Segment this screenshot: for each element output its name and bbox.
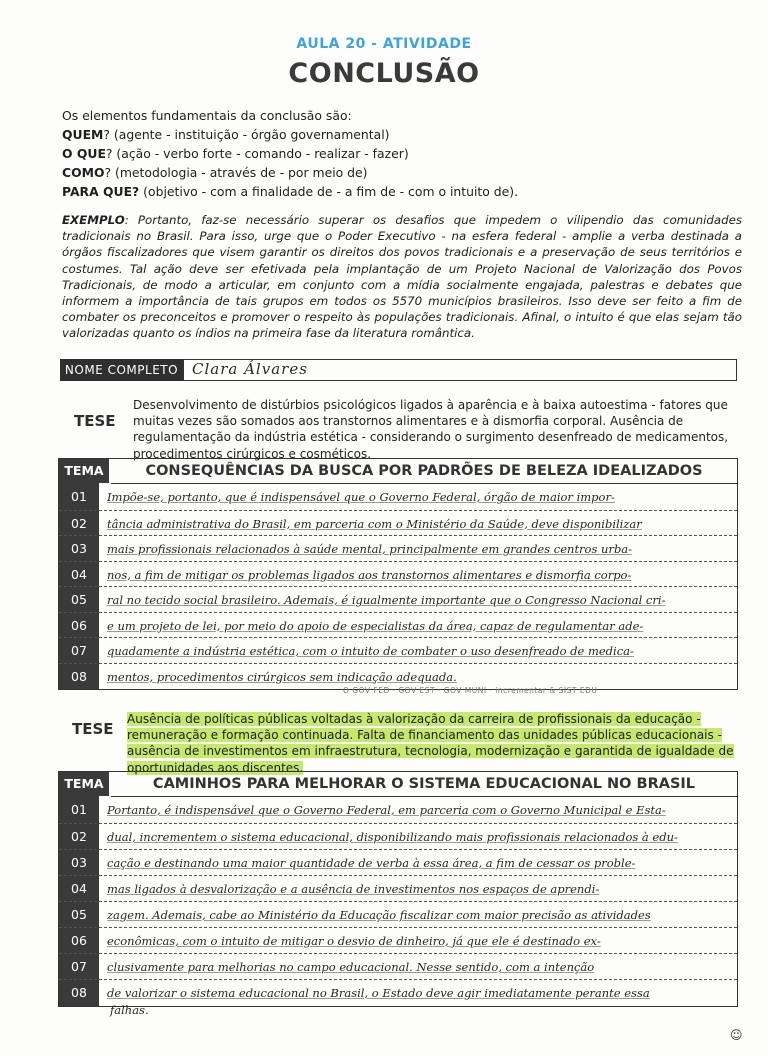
row-number: 08 [71, 985, 87, 1000]
name-label: NOME COMPLETO [60, 359, 183, 381]
table-row[interactable] [59, 823, 737, 850]
tema-title: CAMINHOS PARA MELHORAR O SISTEMA EDUCACIONAL NO BRASIL [111, 772, 737, 797]
row-number: 05 [71, 592, 87, 607]
tese-text [127, 711, 747, 776]
smiley-icon: ☺ [730, 1028, 743, 1042]
tema-title: CONSEQUÊNCIAS DA BUSCA POR PADRÕES DE BELEZA IDEALIZADOS [111, 459, 737, 484]
elements-intro: Os elementos fundamentais da conclusão são: [62, 108, 352, 123]
example-text: : Portanto, faz-se necessário superar os desafios que impedem o vilipendio das comunidades tradicionais no Brasil. Para isso, urge que o Poder Executivo - na esfera federal - amplie a verba destinada a órgãos fiscalizadores que visem garantir os direitos dos povos tradicionais e a preservação de seus territórios e costumes. Tal ação deve ser efetivada pela implantação de um Projeto Nacional de Valorização dos Povos Tradicionais, de modo a articular, em conjunto com a mídia socialmente engajada, palestras e debates que informem a importância de tais grupos em todos os 5570 municípios brasileiros. Isso deve ser feito a fim de combater os preconceitos e promover o respeito às populações tradicionais. Afinal, o intuito é que elas sejam tão valorizadas quanto os índios na primeira fase da literatura romântica. [62, 213, 742, 341]
table-row[interactable] [59, 979, 737, 1006]
table-row[interactable] [59, 612, 737, 639]
essay-overflow-line: falhas. [110, 1003, 149, 1017]
table-row[interactable] [59, 561, 737, 588]
row-text: quadamente a indústria estética, com o intuito de combater o uso desenfreado de medica- [107, 644, 634, 658]
row-text: econômicas, com o intuito de mitigar o desvio de dinheiro, já que ele é destinado ex- [107, 934, 601, 948]
table-row[interactable] [59, 535, 737, 562]
row-text: dual, incrementem o sistema educacional, disponibilizando mais profissionais relacionados à edu- [107, 830, 678, 844]
table-row[interactable] [59, 927, 737, 954]
table-row[interactable] [59, 901, 737, 928]
row-text: ral no tecido social brasileiro. Ademais, é igualmente importante que o Congresso Nacional cri- [107, 593, 666, 607]
table-row[interactable] [59, 510, 737, 537]
tema-label: TEMA [59, 772, 109, 796]
row-number: 06 [71, 617, 87, 633]
tese-label: TESE [72, 720, 114, 738]
example-paragraph [62, 212, 742, 342]
row-text: mas ligados à desvalorização e a ausência de investimentos nos espaços de aprendi- [107, 882, 600, 896]
tema-rows [59, 484, 737, 689]
row-number: 01 [71, 802, 87, 817]
tema-label: TEMA [59, 459, 109, 483]
row-text: zagem. Ademais, cabe ao Ministério da Educação fiscalizar com maior precisão as atividades [107, 908, 651, 922]
row-text: mais profissionais relacionados à saúde mental, principalmente em grandes centros urba- [107, 542, 633, 556]
row-number: 05 [71, 907, 87, 922]
row-number: 04 [71, 881, 87, 896]
name-value: Clara Álvares [192, 360, 308, 378]
tema-rows [59, 797, 737, 1006]
element-item: O QUE? (ação - verbo forte - comando - realizar - fazer) [62, 146, 409, 161]
row-number: 02 [71, 515, 87, 531]
table-row[interactable] [59, 797, 737, 823]
row-number: 01 [71, 489, 87, 504]
margin-annotation: O GOV FED · GOV EST · GOV MUNI · incrementar & SIST EDU [343, 686, 598, 695]
tema-block [58, 771, 738, 1007]
row-text: clusivamente para melhorias no campo educacional. Nesse sentido, com a intenção [107, 960, 595, 974]
table-row[interactable] [59, 484, 737, 510]
row-text: Impõe-se, portanto, que é indispensável que o Governo Federal, órgão de maior impor- [107, 490, 615, 504]
row-number: 03 [71, 541, 87, 556]
row-text: Portanto, é indispensável que o Governo Federal, em parceria com o Governo Municipal e Esta- [107, 803, 666, 817]
row-number: 07 [71, 643, 87, 658]
row-text: cação e destinando uma maior quantidade de verba à essa área, a fim de cessar os proble- [107, 856, 636, 870]
table-row[interactable] [59, 953, 737, 980]
example-label: EXEMPLO [62, 213, 125, 227]
tese-label: TESE [74, 412, 116, 430]
element-item: QUEM? (agente - instituição - órgão governamental) [62, 127, 390, 142]
row-number: 03 [71, 855, 87, 870]
row-number: 06 [71, 933, 87, 948]
page-title: CONCLUSÃO [288, 58, 480, 89]
elements-list [62, 106, 712, 201]
row-text: de valorizar o sistema educacional no Brasil, o Estado deve agir imediatamente perante essa [107, 986, 650, 1000]
row-number: 04 [71, 566, 87, 582]
row-text: mentos, procedimentos cirúrgicos sem indicação adequada. [107, 669, 457, 684]
row-text: nos, a fim de mitigar os problemas ligados aos transtornos alimentares e dismorfia corpo- [107, 567, 632, 582]
row-number: 07 [71, 959, 87, 974]
element-item: PARA QUE? (objetivo - com a finalidade de - a fim de - com o intuito de). [62, 184, 519, 199]
row-text: e um projeto de lei, por meio do apoio de especialistas da área, capaz de regulamentar ade- [107, 618, 644, 633]
tese-text: Desenvolvimento de distúrbios psicológicos ligados à aparência e à baixa autoestima - fatores que muitas vezes são somados aos transtornos alimentares e à dismorfia corporal. Ausência de regulamentação da indústria estética - considerando o surgimento desenfreado de medicamentos, procedimentos cirúrgicos e cosméticos. [133, 398, 729, 461]
row-text: tância administrativa do Brasil, em parceria com o Ministério da Saúde, deve disponibilizar [107, 516, 642, 531]
element-item: COMO? (metodologia - através de - por meio de) [62, 165, 368, 180]
table-row[interactable] [59, 875, 737, 902]
lesson-label: AULA 20 - ATIVIDADE [296, 36, 472, 52]
table-row[interactable] [59, 637, 737, 664]
row-number: 08 [71, 668, 87, 684]
tema-block [58, 458, 738, 690]
row-number: 02 [71, 829, 87, 844]
table-row[interactable] [59, 586, 737, 613]
highlighted-text: Ausência de políticas públicas voltadas à valorização da carreira de profissionais da educação - remuneração e formação continuada. Falta de financiamento das unidades públicas educacionais - ausência de investimentos em infraestrutura, tecnologia, modernização e garantida de igualdade de oportunidades aos discentes. [127, 712, 734, 775]
table-row[interactable] [59, 849, 737, 876]
